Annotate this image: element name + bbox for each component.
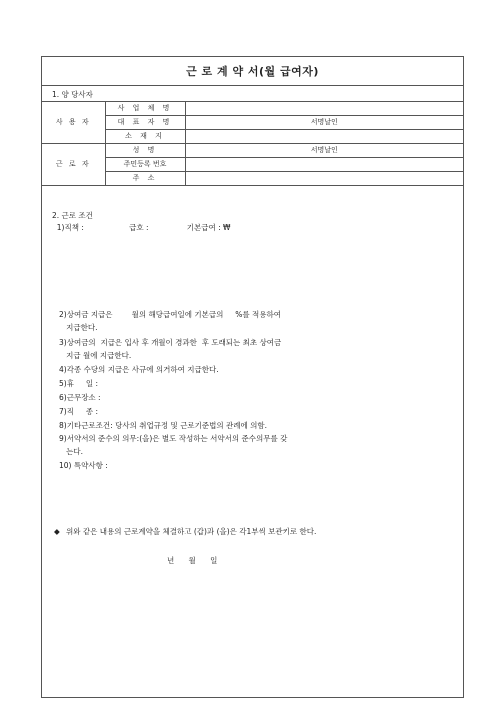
employer-business-name-label: 사 업 체 명: [105, 102, 185, 116]
worker-id-value: [185, 158, 463, 172]
worker-row-3: [42, 172, 463, 186]
worker-address-value: [185, 172, 463, 186]
condition-allowance: 4)각종 수당의 지급은 사규에 의거하여 지급한다.: [59, 365, 219, 374]
worker-seal: 서명날인: [185, 144, 463, 158]
condition-holiday: 5)휴 일 :: [59, 379, 99, 388]
employer-seal: 서명날인: [185, 116, 463, 130]
condition-bonus-a: 2)상여금 지급은 월의 해당급여일에 기본급의 %를 적용하여: [59, 310, 281, 319]
closing-bullet-icon: ◆: [54, 527, 60, 536]
employer-row-1: [42, 102, 463, 116]
employer-row-3: [42, 130, 463, 144]
condition-workplace: 6)근무장소 :: [59, 393, 101, 402]
contract-date: 년 월 일: [167, 556, 218, 565]
worker-name-label: 성 명: [105, 144, 185, 158]
condition-bonus-timing-a: 3)상여금의 지급은 입사 후 개월이 경과한 후 도래되는 최초 상여금: [59, 338, 282, 347]
condition-job-type: 7)직 종 :: [59, 407, 99, 416]
condition-pledge-b: 는다.: [59, 447, 84, 456]
employer-business-name-value: [185, 102, 463, 116]
section-1-title: 1. 양 당사자: [52, 90, 93, 99]
worker-id-label: 주민등록 번호: [105, 158, 185, 172]
employer-row-2: [42, 116, 463, 130]
worker-address-label: 주 소: [105, 172, 185, 186]
condition-pledge-a: 9)서약서의 준수의 의무:(을)은 별도 작성하는 서약서의 준수의무를 갖: [59, 434, 288, 443]
worker-row-1: [42, 144, 463, 158]
condition-other: 8)기타근로조건: 당사의 취업규정 및 근로기준법의 관례에 의함.: [59, 421, 268, 430]
employer-address-label: 소 재 지: [105, 130, 185, 144]
employer-representative-label: 대 표 자 명: [105, 116, 185, 130]
parties-table: [42, 101, 463, 186]
closing-statement: 위와 같은 내용의 근로계약을 체결하고 (갑)과 (을)은 각1부씩 보관키로 한다.: [66, 527, 317, 536]
section-2-title: 2. 근로 조건: [52, 211, 93, 220]
worker-label: 근 로 자: [42, 144, 105, 186]
condition-position: 1)직책 : 급호 : 기본급여 : ₩: [52, 223, 231, 232]
employer-label: 사 용 자: [42, 102, 105, 144]
condition-special-terms: 10) 특약사항 :: [59, 461, 108, 470]
document-title: 근 로 계 약 서(월 급여자): [42, 57, 463, 86]
contract-frame: [41, 56, 464, 698]
condition-bonus-b: 지급한다.: [59, 323, 98, 332]
employer-address-value: [185, 130, 463, 144]
condition-bonus-timing-b: 지급 월에 지급한다.: [59, 351, 132, 360]
worker-row-2: [42, 158, 463, 172]
